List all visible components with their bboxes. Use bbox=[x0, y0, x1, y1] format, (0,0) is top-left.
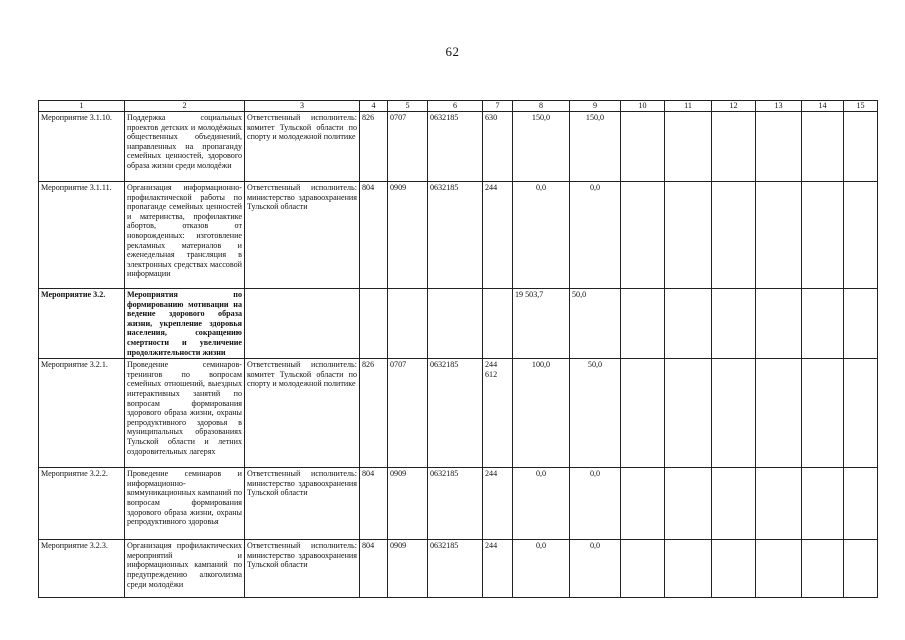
cell-empty bbox=[844, 468, 878, 540]
table-row bbox=[39, 289, 878, 359]
table-row bbox=[39, 112, 878, 182]
cell-col7-line1: 244 bbox=[485, 541, 498, 551]
cell-col4: 826 bbox=[360, 112, 388, 182]
cell-col6: 0632185 bbox=[428, 540, 483, 598]
col-header: 14 bbox=[802, 101, 844, 112]
cell-empty bbox=[621, 468, 665, 540]
col-header: 2 bbox=[125, 101, 245, 112]
cell-col7 bbox=[483, 468, 513, 540]
col-header: 3 bbox=[245, 101, 360, 112]
cell-empty bbox=[665, 182, 712, 289]
cell-empty bbox=[844, 112, 878, 182]
event-number: Мероприятие 3.2.1. bbox=[39, 359, 125, 468]
cell-col7 bbox=[483, 359, 513, 468]
cell-col7 bbox=[483, 540, 513, 598]
cell-empty bbox=[844, 289, 878, 359]
event-description: Поддержка социальных проектов детских и молодёжных общественных объединений, направленных на пропаганду семейных ценностей, здорового образа жизни среди молодёжи bbox=[125, 112, 245, 182]
table-row bbox=[39, 359, 878, 468]
cell-col9: 0,0 bbox=[570, 540, 621, 598]
cell-empty bbox=[621, 289, 665, 359]
cell-col5 bbox=[388, 289, 428, 359]
cell-col6: 0632185 bbox=[428, 468, 483, 540]
event-executor: Ответственный исполнитель: комитет Тульской области по спорту и молодежной политике bbox=[245, 112, 360, 182]
event-description: Проведение семинаров-тренингов по вопросам семейных отношений, выездных интерактивных занятий по вопросам формирования здорового образа жизни, охраны репродуктивного здоровья в муниципальных образованиях Тульской области и летних оздоровительных лагерях bbox=[125, 359, 245, 468]
cell-empty bbox=[665, 359, 712, 468]
cell-empty bbox=[756, 359, 802, 468]
col-header: 11 bbox=[665, 101, 712, 112]
cell-empty bbox=[712, 289, 756, 359]
cell-col8: 150,0 bbox=[513, 112, 570, 182]
cell-empty bbox=[756, 540, 802, 598]
cell-col9: 50,0 bbox=[570, 359, 621, 468]
program-table bbox=[38, 100, 878, 598]
cell-empty bbox=[712, 540, 756, 598]
cell-empty bbox=[756, 182, 802, 289]
cell-col7-line1: 244 bbox=[485, 469, 498, 479]
cell-empty bbox=[844, 540, 878, 598]
cell-col7 bbox=[483, 182, 513, 289]
cell-empty bbox=[712, 112, 756, 182]
cell-col4: 804 bbox=[360, 182, 388, 289]
cell-col6: 0632185 bbox=[428, 359, 483, 468]
col-header: 6 bbox=[428, 101, 483, 112]
cell-col7 bbox=[483, 112, 513, 182]
page-number: 62 bbox=[445, 44, 460, 59]
cell-col5: 0909 bbox=[388, 468, 428, 540]
cell-col6: 0632185 bbox=[428, 182, 483, 289]
cell-empty bbox=[756, 468, 802, 540]
cell-empty bbox=[665, 540, 712, 598]
cell-col7-line2: 612 bbox=[485, 369, 498, 379]
cell-empty bbox=[844, 182, 878, 289]
cell-col8: 100,0 bbox=[513, 359, 570, 468]
col-header: 4 bbox=[360, 101, 388, 112]
col-header: 9 bbox=[570, 101, 621, 112]
event-executor: Ответственный исполнитель: министерство здравоохранения Тульской области bbox=[245, 540, 360, 598]
event-executor: Ответственный исполнитель: министерство здравоохранения Тульской области bbox=[245, 182, 360, 289]
cell-empty bbox=[802, 289, 844, 359]
cell-col9: 0,0 bbox=[570, 468, 621, 540]
cell-empty bbox=[665, 289, 712, 359]
cell-empty bbox=[712, 468, 756, 540]
col-header: 7 bbox=[483, 101, 513, 112]
cell-col5: 0909 bbox=[388, 182, 428, 289]
cell-col4 bbox=[360, 289, 388, 359]
col-header: 12 bbox=[712, 101, 756, 112]
event-number: Мероприятие 3.2.2. bbox=[39, 468, 125, 540]
event-number: Мероприятие 3.2.3. bbox=[39, 540, 125, 598]
cell-empty bbox=[802, 540, 844, 598]
cell-col8: 0,0 bbox=[513, 182, 570, 289]
cell-col5: 0707 bbox=[388, 359, 428, 468]
table-row bbox=[39, 468, 878, 540]
cell-empty bbox=[802, 359, 844, 468]
cell-empty bbox=[621, 359, 665, 468]
cell-empty bbox=[756, 289, 802, 359]
cell-col4: 826 bbox=[360, 359, 388, 468]
cell-col7 bbox=[483, 289, 513, 359]
cell-col8: 0,0 bbox=[513, 540, 570, 598]
cell-col7-line1: 244 bbox=[485, 183, 498, 192]
cell-empty bbox=[756, 112, 802, 182]
col-header: 5 bbox=[388, 101, 428, 112]
cell-col5: 0707 bbox=[388, 112, 428, 182]
cell-empty bbox=[712, 182, 756, 289]
event-description: Организация профилактических мероприятий и информационных кампаний по предупреждению алкоголизма среди молодёжи bbox=[125, 540, 245, 598]
col-header: 1 bbox=[39, 101, 125, 112]
cell-col9: 150,0 bbox=[570, 112, 621, 182]
cell-empty bbox=[665, 112, 712, 182]
event-executor bbox=[245, 289, 360, 359]
cell-col7-line1: 630 bbox=[485, 113, 498, 122]
cell-col6: 0632185 bbox=[428, 112, 483, 182]
cell-col6 bbox=[428, 289, 483, 359]
event-number: Мероприятие 3.1.10. bbox=[39, 112, 125, 182]
event-number: Мероприятие 3.2. bbox=[39, 289, 125, 359]
cell-col7-line1: 244 bbox=[485, 360, 498, 370]
col-header: 8 bbox=[513, 101, 570, 112]
col-header: 10 bbox=[621, 101, 665, 112]
cell-empty bbox=[844, 359, 878, 468]
cell-col8: 19 503,7 bbox=[513, 289, 570, 359]
event-executor: Ответственный исполнитель: министерство здравоохранения Тульской области bbox=[245, 468, 360, 540]
event-description: Организация информационно-профилактической работы по пропаганде семейных ценностей и материнства, профилактике абортов, отказов от новорожденных: изготовление рекламных материалов и еженедельная трансляция в электронных средствах массовой информации bbox=[125, 182, 245, 289]
cell-empty bbox=[621, 112, 665, 182]
event-description: Мероприятия по формированию мотивации на ведение здорового образа жизни, укрепление здоровья населения, сокращению смертности и увеличение продолжительности жизни bbox=[125, 289, 245, 359]
cell-empty bbox=[621, 182, 665, 289]
cell-empty bbox=[712, 359, 756, 468]
cell-empty bbox=[665, 468, 712, 540]
cell-col4: 804 bbox=[360, 540, 388, 598]
col-header: 15 bbox=[844, 101, 878, 112]
cell-empty bbox=[802, 182, 844, 289]
cell-col4: 804 bbox=[360, 468, 388, 540]
cell-col9: 0,0 bbox=[570, 182, 621, 289]
cell-empty bbox=[802, 112, 844, 182]
event-number: Мероприятие 3.1.11. bbox=[39, 182, 125, 289]
cell-col8: 0,0 bbox=[513, 468, 570, 540]
event-executor: Ответственный исполнитель: комитет Тульской области по спорту и молодежной политике bbox=[245, 359, 360, 468]
cell-empty bbox=[802, 468, 844, 540]
cell-col5: 0909 bbox=[388, 540, 428, 598]
cell-empty bbox=[621, 540, 665, 598]
table-row bbox=[39, 540, 878, 598]
event-description: Проведение семинаров и информационно-коммуникационных кампаний по вопросам формирования здорового образа жизни, охраны репродуктивного здоровья bbox=[125, 468, 245, 540]
cell-col9: 50,0 bbox=[570, 289, 621, 359]
table-header-row bbox=[39, 101, 878, 112]
col-header: 13 bbox=[756, 101, 802, 112]
table-row bbox=[39, 182, 878, 289]
